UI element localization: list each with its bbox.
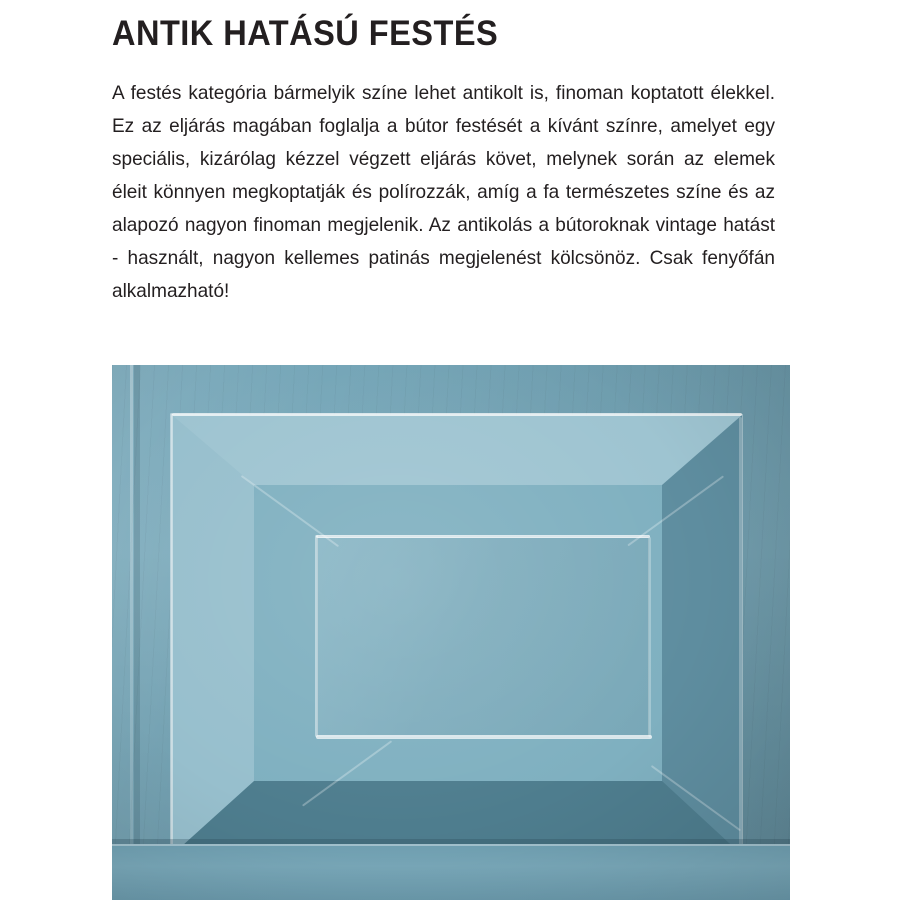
wear-edge-top-outer [172,413,742,416]
wear-edge-left-outer [170,413,173,855]
description-paragraph: A festés kategória bármelyik színe lehet antikolt is, finoman koptatott élekkel. Ez az eljárás magában foglalja a bútor festését a kívánt színre, amelyet egy speciális, kizárólag kézzel végzett eljárás követ, melynek során az elemek éleit könnyen megkoptatják és polírozzák, amíg a fa természetes színe és az alapozó nagyon finoman megjelenik. Az antikolás a bútoroknak vintage hatást - használt, nagyon kellemes patinás megjelenést kölcsönöz. Csak fenyőfán alkalmazható! [112,82,775,302]
wear-edge-right-inner [648,537,651,737]
left-rail-highlight [130,365,133,900]
bottom-rail [112,844,790,900]
product-photo [112,365,790,900]
wear-edge-left-inner [315,535,318,737]
wear-edge-bottom-inner [316,735,652,739]
wear-edge-top-inner [316,535,650,538]
page-title: ANTIK HATÁSÚ FESTÉS [112,14,499,53]
photo-surface [112,365,790,900]
left-rail-shadow [134,365,140,900]
wear-edge-right-outer [739,417,742,853]
text-content [112,0,792,308]
panel-inner-field [318,537,648,737]
